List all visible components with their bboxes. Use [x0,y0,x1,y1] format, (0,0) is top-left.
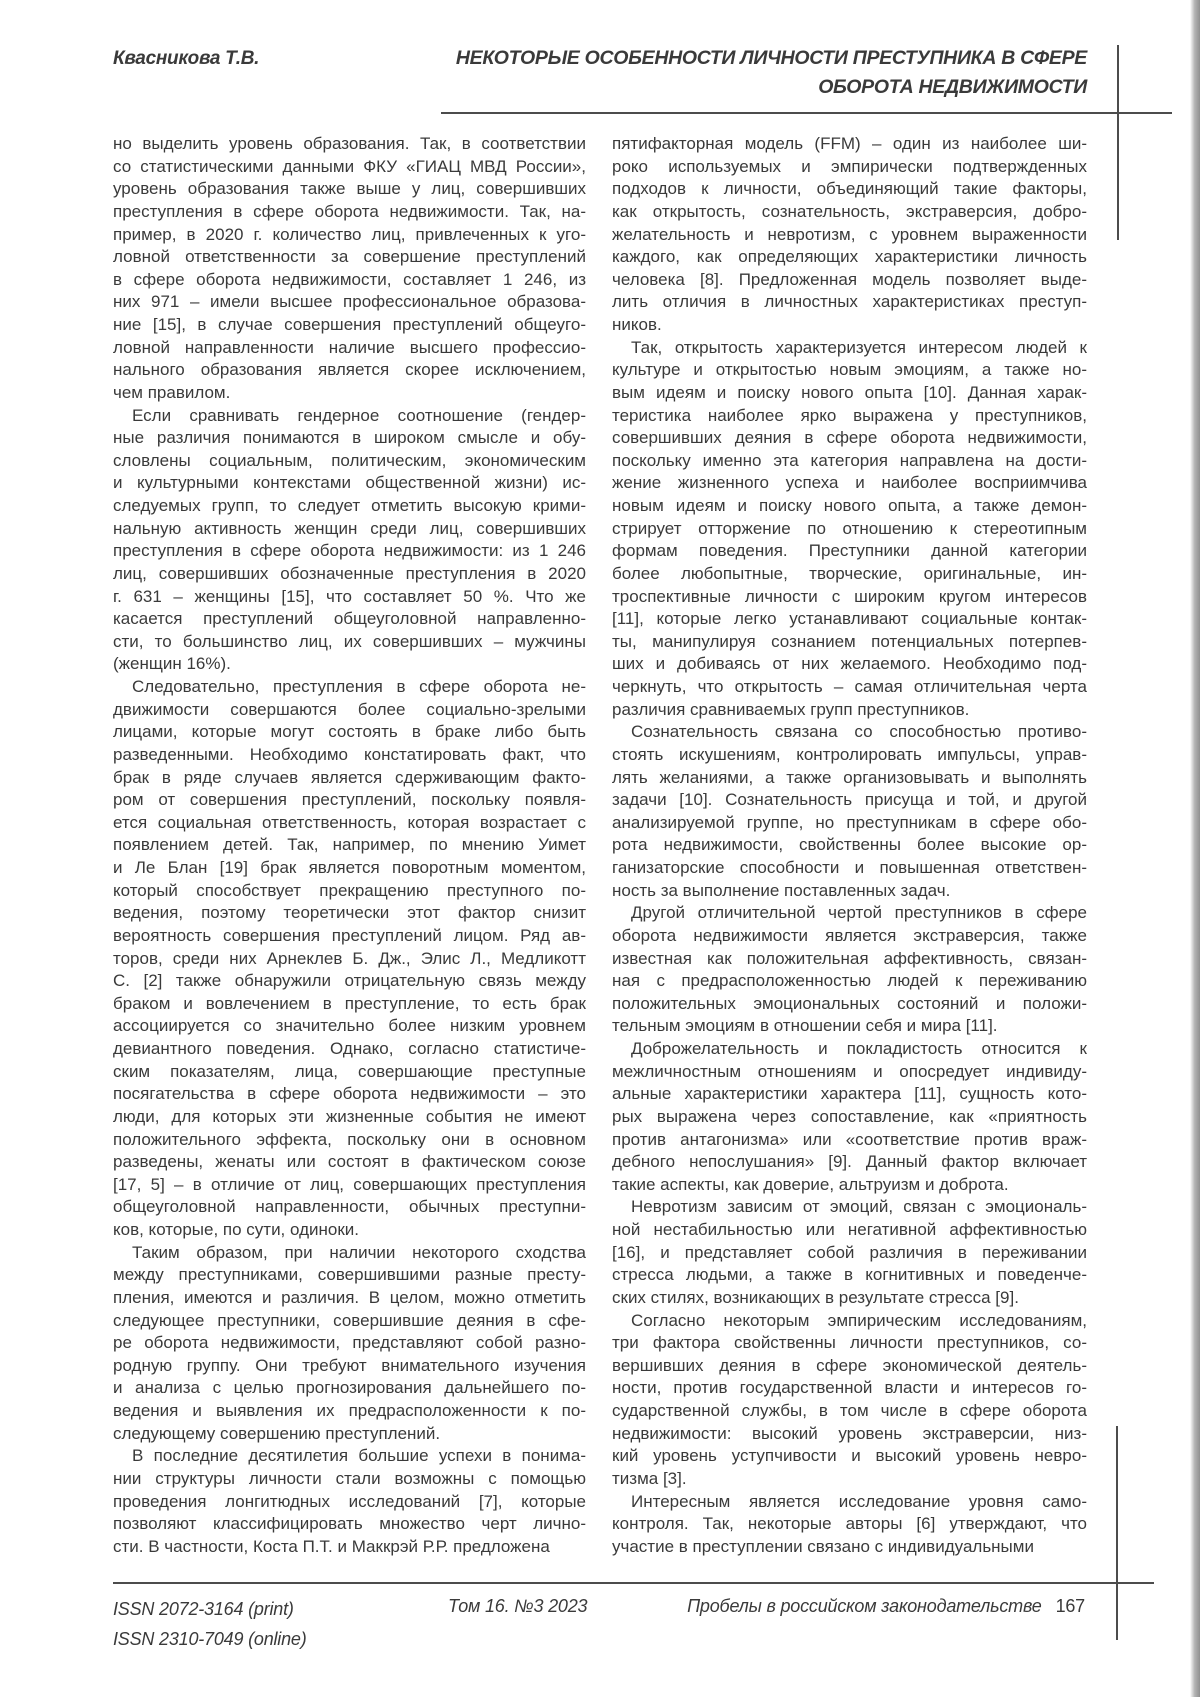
paragraph [612,1310,1087,1491]
text-line: общеуголовной направленности, обычных преступни- [113,1197,586,1217]
text-line: участие в преступлении связано с индивидуальными [612,1536,1034,1556]
paragraph [612,902,1087,1038]
text-line: Следовательно, преступления в сфере оборота не- [132,677,586,696]
text-line: и культурными контекстами общественной жизни) ис- [113,473,586,493]
text-line: ты, манипулируя сознанием потенциальных потерпев- [612,631,1087,651]
text-line: жение жизненного успеха и наиболее восприимчива [612,473,1087,493]
text-line: ние [15], в случае совершения преступлений общеуго- [113,315,586,334]
crop-mark-top [1117,45,1119,240]
header-rule [441,112,1172,114]
text-line: ших и добиваясь от них желаемого. Необходимо под- [612,654,1087,674]
footer-right-block [687,1596,1085,1617]
text-line: ков, которые, по сути, одиноки. [113,1220,360,1239]
text-line: вершивших деяния в сфере экономической деятель- [612,1355,1087,1375]
crop-mark-bottom [1116,1426,1118,1640]
text-line: разведены, женаты или состоят в фактическом союзе [113,1152,586,1172]
text-line: нии структуры личности стали возможны с помощью [113,1468,586,1488]
text-line: стресса людьми, а также в когнитивных и поведенче- [612,1265,1087,1285]
text-line: ной нестабильностью или негативной аффективностью [612,1220,1087,1239]
issn-block [113,1594,307,1654]
text-line: сти. В частности, Коста П.Т. и Маккрэй Р.Р. предложена [113,1536,550,1556]
text-line: лять желаниями, а также организовывать и выполнять [612,767,1087,787]
paragraph [612,1196,1087,1309]
text-line: оборота недвижимости является экстраверсия, также [612,925,1087,945]
text-line: формам поведения. Преступники данной категории [612,541,1087,561]
text-line: Так, открытость характеризуется интересом людей к [631,337,1087,357]
text-line: задачи [10]. Сознательность присуща и той, и другой [612,790,1087,810]
paragraph [612,133,1087,337]
paragraph [113,405,586,677]
text-line: ловной ответственности за совершение преступлений [113,247,586,267]
text-line: (женщин 16%). [113,654,231,674]
text-line: нальную активность женщин среди лиц, совершивших [113,518,586,538]
text-line: различия сравниваемых групп преступников. [612,699,970,719]
text-line: тизма [3]. [612,1468,687,1488]
text-line: черкнуть, что открытость – самая отличительная черта [612,677,1087,696]
text-line: ности, против государственной власти и интересов го- [612,1378,1087,1398]
text-line: тельным эмоциям в отношении себя и мира [11]. [612,1016,998,1036]
text-line: и анализа с целью прогнозирования дальнейшего по- [113,1378,586,1398]
text-line: сти, то большинство лиц, их совершивших – мужчины [113,631,586,651]
text-line: но выделить уровень образования. Так, в соответствии [113,134,586,153]
text-line: [11], которые легко устанавливают социальные контак- [612,609,1087,629]
text-line: появлением детей. Так, например, по мнению Уимет [113,835,586,855]
right-column [612,133,1087,1558]
title-line: НЕКОТОРЫЕ ОСОБЕННОСТИ ЛИЧНОСТИ ПРЕСТУПНИКА В СФЕРЕ [455,47,1087,69]
text-line: Доброжелательность и покладистость относится к [631,1039,1087,1058]
text-line: стоять искушениям, контролировать импульсы, управ- [612,744,1087,764]
text-line: ловной направленности наличие высшего профессио- [113,337,586,357]
text-line: преступления в сфере оборота недвижимости: из 1 246 [113,541,586,561]
text-line: со статистическими данными ФКУ «ГИАЦ МВД России», [113,156,586,176]
footer-rule [113,1582,1154,1584]
text-line: нального образования является скорее исключением, [113,360,586,380]
paragraph [612,1491,1087,1559]
text-line: вероятность совершения преступлений лицом. Ряд ав- [113,925,586,945]
text-line: ским показателям, лица, совершающие преступные [113,1061,586,1081]
text-line: три фактора свойственны личности преступников, со- [612,1333,1087,1353]
text-line: который способствует прекращению преступного по- [113,880,586,900]
author-name: Квасникова Т.В. [113,48,260,69]
text-line: положительного эффекта, поскольку они в основном [113,1129,586,1149]
text-line: ные различия понимаются в широком смысле и обу- [113,428,586,448]
text-line: такие аспекты, как доверие, альтруизм и доброта. [612,1174,1009,1194]
text-line: следуемых групп, то следует отметить высокую крими- [113,496,586,515]
text-line: браком и вовлечением в преступление, то есть брак [113,993,586,1013]
page-edge-shadow [1190,0,1200,1697]
text-line: межличностным отношениям и опосредует индивиду- [612,1061,1087,1081]
text-line: чем правилом. [113,382,231,402]
text-line: девиантного поведения. Однако, согласно статистиче- [113,1039,586,1058]
text-line: подходов к личности, объединяющий такие факторы, [612,179,1087,199]
text-line: Невротизм зависим от эмоций, связан с эмоциональ- [631,1197,1087,1217]
text-line: между преступниками, совершившими разные престу- [113,1265,586,1285]
text-line: посягательства в сфере оборота недвижимости – это [113,1084,586,1104]
text-line: контроля. Так, некоторые авторы [6] утверждают, что [612,1514,1087,1534]
text-line: В последние десятилетия большие успехи в понима- [132,1446,586,1466]
text-line: ется социальная ответственность, которая возрастает с [113,812,586,832]
text-line: альные характеристики характера [11], сущность кото- [612,1084,1087,1104]
text-line: следующему совершению преступлений. [113,1423,441,1443]
text-line: анализируемой группе, но преступникам в сфере обо- [612,812,1087,832]
text-line: С. [2] также обнаружили отрицательную связь между [113,971,586,991]
text-line: Другой отличительной чертой преступников в сфере [631,903,1087,923]
text-line: ная с предрасположенностью людей к переживанию [612,971,1087,991]
paragraph [113,133,586,405]
title-line: ОБОРОТА НЕДВИЖИМОСТИ [818,76,1087,98]
text-line: лиц, совершивших обозначенные преступления в 2020 [113,563,586,583]
text-line: уровень образования также выше у лиц, совершивших [113,179,586,199]
text-line: брак в ряде случаев является сдерживающим факто- [113,767,586,787]
text-line: недвижимости: высокий уровень экстраверсии, низ- [612,1423,1087,1443]
text-line: ников. [612,315,662,334]
text-line: г. 631 – женщины [15], что составляет 50 %. Что же [113,586,586,606]
paragraph [113,1445,586,1558]
text-line: рота недвижимости, свойственны более высокие ор- [612,835,1087,855]
text-line: троспективные личности с широким кругом интересов [612,586,1087,606]
paragraph [612,1038,1087,1196]
text-line: каждого, как определяющих характеристики личность [612,247,1087,267]
text-line: [17, 5] – в отличие от лиц, совершающих преступления [113,1174,586,1194]
text-line: движимости совершаются более социально-зрелыми [113,699,586,719]
text-line: словлены социальным, политическим, экономическим [113,450,586,470]
text-line: в сфере оборота недвижимости, составляет 1 246, из [113,269,586,289]
text-line: ассоциируется со значительно более низким уровнем [113,1016,586,1036]
text-line: кий уровень уступчивости и высокий уровень невро- [612,1446,1087,1466]
text-line: дебного непослушания» [9]. Данный фактор включает [612,1152,1087,1172]
paragraph [612,337,1087,722]
text-line: вым идеям и поиску нового опыта [10]. Данная харак- [612,382,1087,402]
text-line: лицами, которые могут состоять в браке либо быть [113,722,586,742]
paragraph [612,721,1087,902]
text-line: Таким образом, при наличии некоторого сходства [132,1242,586,1262]
text-line: них 971 – имели высшее профессиональное образова- [113,292,586,312]
text-line: более любопытные, творческие, оригинальные, ин- [612,563,1087,583]
text-line: совершивших деяния в сфере оборота недвижимости, [612,428,1087,448]
text-line: ность за выполнение поставленных задач. [612,880,951,900]
volume-issue: Том 16. №3 2023 [448,1596,588,1616]
text-line: пятифакторная модель (FFM) – один из наиболее ши- [612,134,1087,153]
text-line: поскольку именно эта категория направлена на дости- [612,450,1087,470]
text-line: преступления в сфере оборота недвижимости. Так, на- [113,201,586,221]
text-line: люди, для которых эти жизненные события не имеют [113,1106,586,1126]
text-line: родную группу. Они требуют внимательного изучения [113,1355,586,1375]
text-line: проведения лонгитюдных исследований [7], которые [113,1491,586,1511]
text-line: позволяют классифицировать множество черт лично- [113,1514,586,1534]
text-line: положительных эмоциональных состояний и положи- [612,993,1087,1013]
text-line: пления, имеются и различия. В целом, можно отметить [113,1287,586,1307]
issn-online: ISSN 2310-7049 (online) [113,1629,307,1649]
text-line: как открытость, сознательность, экстраверсия, добро- [612,201,1087,221]
text-line: теристика наиболее ярко выражена у преступников, [612,405,1087,425]
text-line: человека [8]. Предложенная модель позволяет выде- [612,269,1087,289]
text-line: ведения, поэтому теоретически этот фактор снизит [113,903,586,923]
text-line: ре оборота недвижимости, представляют собой разно- [113,1333,586,1353]
text-line: новым идеям и поиску нового опыта, а также демон- [612,496,1087,515]
text-line: против антагонизма» или «соответствие против враж- [612,1129,1087,1149]
text-line: культуре и открытостью новым эмоциям, а также но- [612,360,1087,380]
text-line: стрирует отторжение по отношению к стереотипным [612,518,1087,538]
text-line: роко используемых и эмпирически подтвержденных [612,156,1087,176]
page-number: 167 [1055,1596,1085,1616]
text-line: лить отличия в личностных характеристиках преступ- [612,292,1087,312]
text-line: и Ле Блан [19] брак является поворотным моментом, [113,858,586,877]
text-line: желательность и невротизм, с уровнем выраженности [612,224,1087,244]
text-line: разведенными. Необходимо констатировать факт, что [113,744,586,764]
left-column [113,133,586,1558]
text-line: торов, среди них Арнеклев Б. Дж., Элис Л., Медликотт [113,948,586,968]
text-line: [16], и представляет собой различия в переживании [612,1242,1087,1262]
issn-print: ISSN 2072-3164 (print) [113,1599,294,1619]
text-line: ведения и выявления их предрасположенности к по- [113,1401,586,1420]
paragraph [113,1242,586,1446]
text-line: известная как положительная аффективность, связан- [612,948,1087,968]
text-line: Интересным является исследование уровня само- [631,1491,1087,1511]
text-line: пример, в 2020 г. количество лиц, привлеченных к уго- [113,224,586,244]
text-line: Согласно некоторым эмпирическим исследованиям, [631,1310,1087,1330]
journal-name: Пробелы в российском законодательстве [687,1596,1042,1616]
text-line: рых выражена через сопоставление, как «приятность [612,1106,1087,1126]
text-line: Сознательность связана со способностью противо- [631,722,1087,742]
text-line: ром от совершения преступлений, поскольку появля- [113,790,586,810]
text-line: Если сравнивать гендерное соотношение (гендер- [132,405,586,425]
text-line: касается преступлений общеуголовной направленно- [113,609,586,629]
text-line: сударственной службы, в том числе в сфере оборота [612,1401,1087,1420]
article-title [427,44,1087,102]
paragraph [113,676,586,1242]
text-line: ганизаторские способности и повышенная ответствен- [612,858,1087,877]
text-line: ских стилях, возникающих в результате стресса [9]. [612,1287,1019,1307]
text-line: следующее преступники, совершившие деяния в сфе- [113,1310,586,1330]
